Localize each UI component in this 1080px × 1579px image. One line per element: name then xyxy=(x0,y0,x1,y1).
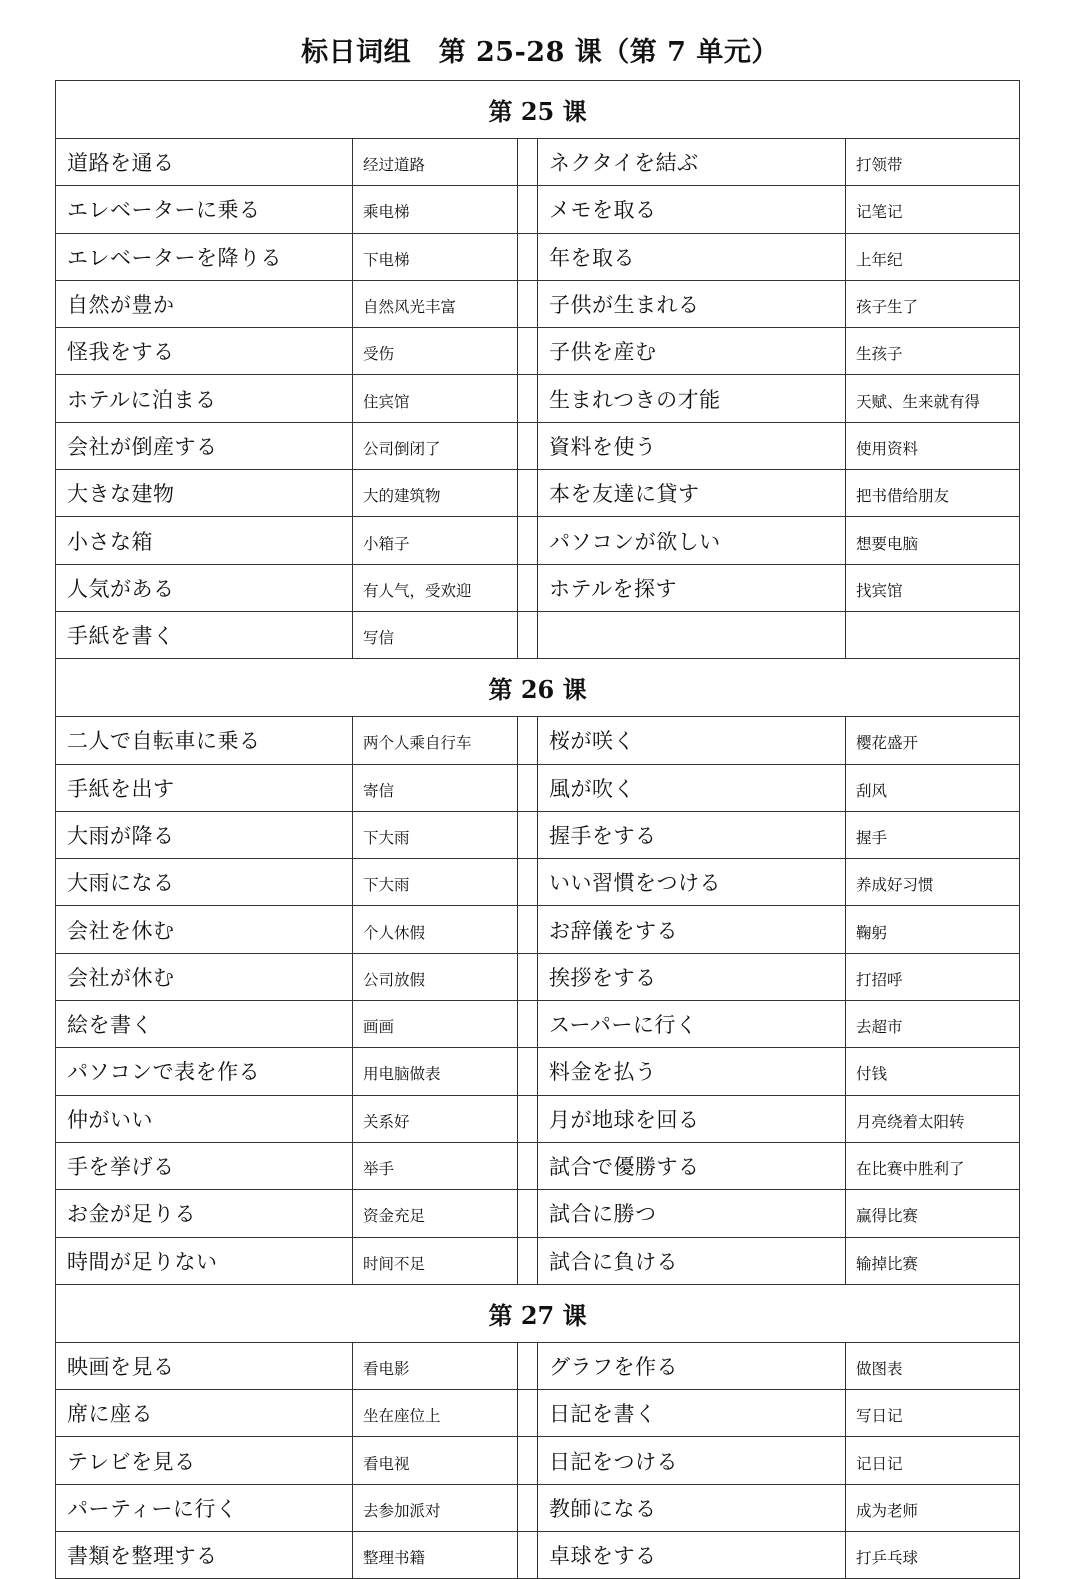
right-chinese-meaning: 在比赛中胜利了 xyxy=(846,1142,1020,1189)
right-japanese-phrase: 月が地球を回る xyxy=(538,1095,846,1142)
table-row xyxy=(56,1237,1020,1284)
right-chinese-meaning: 赢得比赛 xyxy=(846,1190,1020,1237)
left-japanese-phrase: 仲がいい xyxy=(56,1095,353,1142)
right-chinese-meaning: 打领带 xyxy=(846,139,1020,186)
right-chinese-meaning: 把书借给朋友 xyxy=(846,470,1020,517)
table-row xyxy=(56,564,1020,611)
left-japanese-phrase: 映画を見る xyxy=(56,1342,353,1389)
left-chinese-meaning: 画画 xyxy=(353,1001,518,1048)
column-gap xyxy=(518,859,538,906)
column-gap xyxy=(518,1342,538,1389)
right-chinese-meaning: 写日记 xyxy=(846,1390,1020,1437)
right-japanese-phrase: グラフを作る xyxy=(538,1342,846,1389)
right-chinese-meaning: 做图表 xyxy=(846,1342,1020,1389)
right-chinese-meaning: 打招呼 xyxy=(846,953,1020,1000)
right-japanese-phrase: いい習慣をつける xyxy=(538,859,846,906)
left-japanese-phrase: 手紙を出す xyxy=(56,764,353,811)
table-row xyxy=(56,470,1020,517)
column-gap xyxy=(518,953,538,1000)
column-gap xyxy=(518,1532,538,1579)
column-gap xyxy=(518,1390,538,1437)
column-gap xyxy=(518,1048,538,1095)
left-chinese-meaning: 下大雨 xyxy=(353,811,518,858)
left-japanese-phrase: 大雨になる xyxy=(56,859,353,906)
table-row xyxy=(56,186,1020,233)
right-chinese-meaning: 天赋、生来就有得 xyxy=(846,375,1020,422)
right-japanese-phrase: 日記をつける xyxy=(538,1437,846,1484)
column-gap xyxy=(518,717,538,764)
column-gap xyxy=(518,517,538,564)
table-row xyxy=(56,517,1020,564)
right-japanese-phrase: 試合に勝つ xyxy=(538,1190,846,1237)
left-japanese-phrase: 会社を休む xyxy=(56,906,353,953)
left-chinese-meaning: 自然风光丰富 xyxy=(353,280,518,327)
table-row xyxy=(56,422,1020,469)
left-chinese-meaning: 住宾馆 xyxy=(353,375,518,422)
lesson-title: 第 27 课 xyxy=(56,1284,1020,1342)
column-gap xyxy=(518,1437,538,1484)
right-japanese-phrase: ネクタイを結ぶ xyxy=(538,139,846,186)
column-gap xyxy=(518,139,538,186)
left-japanese-phrase: 手を挙げる xyxy=(56,1142,353,1189)
right-japanese-phrase: お辞儀をする xyxy=(538,906,846,953)
table-row xyxy=(56,233,1020,280)
left-chinese-meaning: 去参加派对 xyxy=(353,1484,518,1531)
right-chinese-meaning: 孩子生了 xyxy=(846,280,1020,327)
right-chinese-meaning: 想要电脑 xyxy=(846,517,1020,564)
left-japanese-phrase: パーティーに行く xyxy=(56,1484,353,1531)
right-japanese-phrase: メモを取る xyxy=(538,186,846,233)
right-japanese-phrase xyxy=(538,611,846,658)
column-gap xyxy=(518,811,538,858)
left-japanese-phrase: エレベーターに乗る xyxy=(56,186,353,233)
right-japanese-phrase: 風が吹く xyxy=(538,764,846,811)
column-gap xyxy=(518,906,538,953)
left-japanese-phrase: 会社が休む xyxy=(56,953,353,1000)
lesson-title: 第 26 课 xyxy=(56,659,1020,717)
table-row xyxy=(56,375,1020,422)
left-chinese-meaning: 公司放假 xyxy=(353,953,518,1000)
left-chinese-meaning: 个人休假 xyxy=(353,906,518,953)
right-japanese-phrase: 挨拶をする xyxy=(538,953,846,1000)
table-row xyxy=(56,1532,1020,1579)
table-row xyxy=(56,859,1020,906)
right-chinese-meaning: 记笔记 xyxy=(846,186,1020,233)
table-row xyxy=(56,906,1020,953)
left-chinese-meaning: 坐在座位上 xyxy=(353,1390,518,1437)
left-chinese-meaning: 看电视 xyxy=(353,1437,518,1484)
left-chinese-meaning: 下大雨 xyxy=(353,859,518,906)
right-chinese-meaning: 鞠躬 xyxy=(846,906,1020,953)
right-japanese-phrase: 日記を書く xyxy=(538,1390,846,1437)
left-japanese-phrase: 書類を整理する xyxy=(56,1532,353,1579)
table-row xyxy=(56,139,1020,186)
right-chinese-meaning: 付钱 xyxy=(846,1048,1020,1095)
right-japanese-phrase: 本を友達に貸す xyxy=(538,470,846,517)
page-title: 标日词组 第 25-28 课（第 7 单元） xyxy=(301,37,779,68)
table-row xyxy=(56,1048,1020,1095)
right-japanese-phrase: 卓球をする xyxy=(538,1532,846,1579)
right-japanese-phrase: スーパーに行く xyxy=(538,1001,846,1048)
left-japanese-phrase: 絵を書く xyxy=(56,1001,353,1048)
right-chinese-meaning: 握手 xyxy=(846,811,1020,858)
right-japanese-phrase: 試合に負ける xyxy=(538,1237,846,1284)
table-row xyxy=(56,1095,1020,1142)
left-chinese-meaning: 整理书籍 xyxy=(353,1532,518,1579)
left-japanese-phrase: 席に座る xyxy=(56,1390,353,1437)
left-japanese-phrase: 大雨が降る xyxy=(56,811,353,858)
table-row xyxy=(56,1437,1020,1484)
right-chinese-meaning: 上年纪 xyxy=(846,233,1020,280)
table-row xyxy=(56,1190,1020,1237)
column-gap xyxy=(518,328,538,375)
right-chinese-meaning: 打乒乓球 xyxy=(846,1532,1020,1579)
right-chinese-meaning: 刮风 xyxy=(846,764,1020,811)
column-gap xyxy=(518,1484,538,1531)
left-chinese-meaning: 公司倒闭了 xyxy=(353,422,518,469)
right-chinese-meaning: 输掉比赛 xyxy=(846,1237,1020,1284)
right-japanese-phrase: 料金を払う xyxy=(538,1048,846,1095)
column-gap xyxy=(518,1190,538,1237)
left-japanese-phrase: 道路を通る xyxy=(56,139,353,186)
left-japanese-phrase: 大きな建物 xyxy=(56,470,353,517)
table-row xyxy=(56,1390,1020,1437)
right-japanese-phrase: 子供が生まれる xyxy=(538,280,846,327)
column-gap xyxy=(518,764,538,811)
right-japanese-phrase: 教師になる xyxy=(538,1484,846,1531)
table-row xyxy=(56,1142,1020,1189)
left-chinese-meaning: 寄信 xyxy=(353,764,518,811)
table-row xyxy=(56,764,1020,811)
right-japanese-phrase: 生まれつきの才能 xyxy=(538,375,846,422)
left-chinese-meaning: 受伤 xyxy=(353,328,518,375)
left-chinese-meaning: 经过道路 xyxy=(353,139,518,186)
left-japanese-phrase: 人気がある xyxy=(56,564,353,611)
right-japanese-phrase: 年を取る xyxy=(538,233,846,280)
left-chinese-meaning: 资金充足 xyxy=(353,1190,518,1237)
right-japanese-phrase: 試合で優勝する xyxy=(538,1142,846,1189)
left-chinese-meaning: 用电脑做表 xyxy=(353,1048,518,1095)
column-gap xyxy=(518,375,538,422)
right-japanese-phrase: パソコンが欲しい xyxy=(538,517,846,564)
right-chinese-meaning: 找宾馆 xyxy=(846,564,1020,611)
right-chinese-meaning: 樱花盛开 xyxy=(846,717,1020,764)
table-row xyxy=(56,328,1020,375)
column-gap xyxy=(518,1001,538,1048)
left-japanese-phrase: お金が足りる xyxy=(56,1190,353,1237)
left-japanese-phrase: エレベーターを降りる xyxy=(56,233,353,280)
table-row xyxy=(56,611,1020,658)
left-chinese-meaning: 写信 xyxy=(353,611,518,658)
right-japanese-phrase: 資料を使う xyxy=(538,422,846,469)
lesson-title: 第 25 课 xyxy=(56,81,1020,139)
table-row xyxy=(56,1001,1020,1048)
table-row xyxy=(56,717,1020,764)
column-gap xyxy=(518,1142,538,1189)
right-chinese-meaning: 成为老师 xyxy=(846,1484,1020,1531)
right-japanese-phrase: 桜が咲く xyxy=(538,717,846,764)
column-gap xyxy=(518,233,538,280)
column-gap xyxy=(518,564,538,611)
vocab-table xyxy=(55,80,1020,1579)
right-chinese-meaning: 记日记 xyxy=(846,1437,1020,1484)
left-chinese-meaning: 举手 xyxy=(353,1142,518,1189)
left-japanese-phrase: 時間が足りない xyxy=(56,1237,353,1284)
column-gap xyxy=(518,470,538,517)
left-japanese-phrase: 自然が豊か xyxy=(56,280,353,327)
left-chinese-meaning: 看电影 xyxy=(353,1342,518,1389)
right-chinese-meaning: 使用资料 xyxy=(846,422,1020,469)
right-japanese-phrase: 握手をする xyxy=(538,811,846,858)
left-japanese-phrase: 怪我をする xyxy=(56,328,353,375)
right-chinese-meaning: 生孩子 xyxy=(846,328,1020,375)
left-japanese-phrase: 会社が倒産する xyxy=(56,422,353,469)
left-chinese-meaning: 时间不足 xyxy=(353,1237,518,1284)
column-gap xyxy=(518,1237,538,1284)
right-japanese-phrase: 子供を産む xyxy=(538,328,846,375)
right-chinese-meaning: 去超市 xyxy=(846,1001,1020,1048)
lesson-header-row xyxy=(56,659,1020,717)
right-chinese-meaning: 养成好习惯 xyxy=(846,859,1020,906)
left-japanese-phrase: ホテルに泊まる xyxy=(56,375,353,422)
table-row xyxy=(56,1484,1020,1531)
table-row xyxy=(56,1342,1020,1389)
column-gap xyxy=(518,280,538,327)
table-row xyxy=(56,280,1020,327)
left-chinese-meaning: 有人气，受欢迎 xyxy=(353,564,518,611)
left-chinese-meaning: 两个人乘自行车 xyxy=(353,717,518,764)
left-japanese-phrase: テレビを見る xyxy=(56,1437,353,1484)
right-japanese-phrase: ホテルを探す xyxy=(538,564,846,611)
left-japanese-phrase: 手紙を書く xyxy=(56,611,353,658)
right-chinese-meaning xyxy=(846,611,1020,658)
left-japanese-phrase: パソコンで表を作る xyxy=(56,1048,353,1095)
lesson-header-row xyxy=(56,1284,1020,1342)
column-gap xyxy=(518,611,538,658)
left-chinese-meaning: 关系好 xyxy=(353,1095,518,1142)
left-chinese-meaning: 乘电梯 xyxy=(353,186,518,233)
left-japanese-phrase: 小さな箱 xyxy=(56,517,353,564)
left-chinese-meaning: 小箱子 xyxy=(353,517,518,564)
left-chinese-meaning: 大的建筑物 xyxy=(353,470,518,517)
lesson-header-row xyxy=(56,81,1020,139)
left-japanese-phrase: 二人で自転車に乗る xyxy=(56,717,353,764)
table-row xyxy=(56,953,1020,1000)
left-chinese-meaning: 下电梯 xyxy=(353,233,518,280)
right-chinese-meaning: 月亮绕着太阳转 xyxy=(846,1095,1020,1142)
column-gap xyxy=(518,1095,538,1142)
column-gap xyxy=(518,422,538,469)
column-gap xyxy=(518,186,538,233)
table-row xyxy=(56,811,1020,858)
